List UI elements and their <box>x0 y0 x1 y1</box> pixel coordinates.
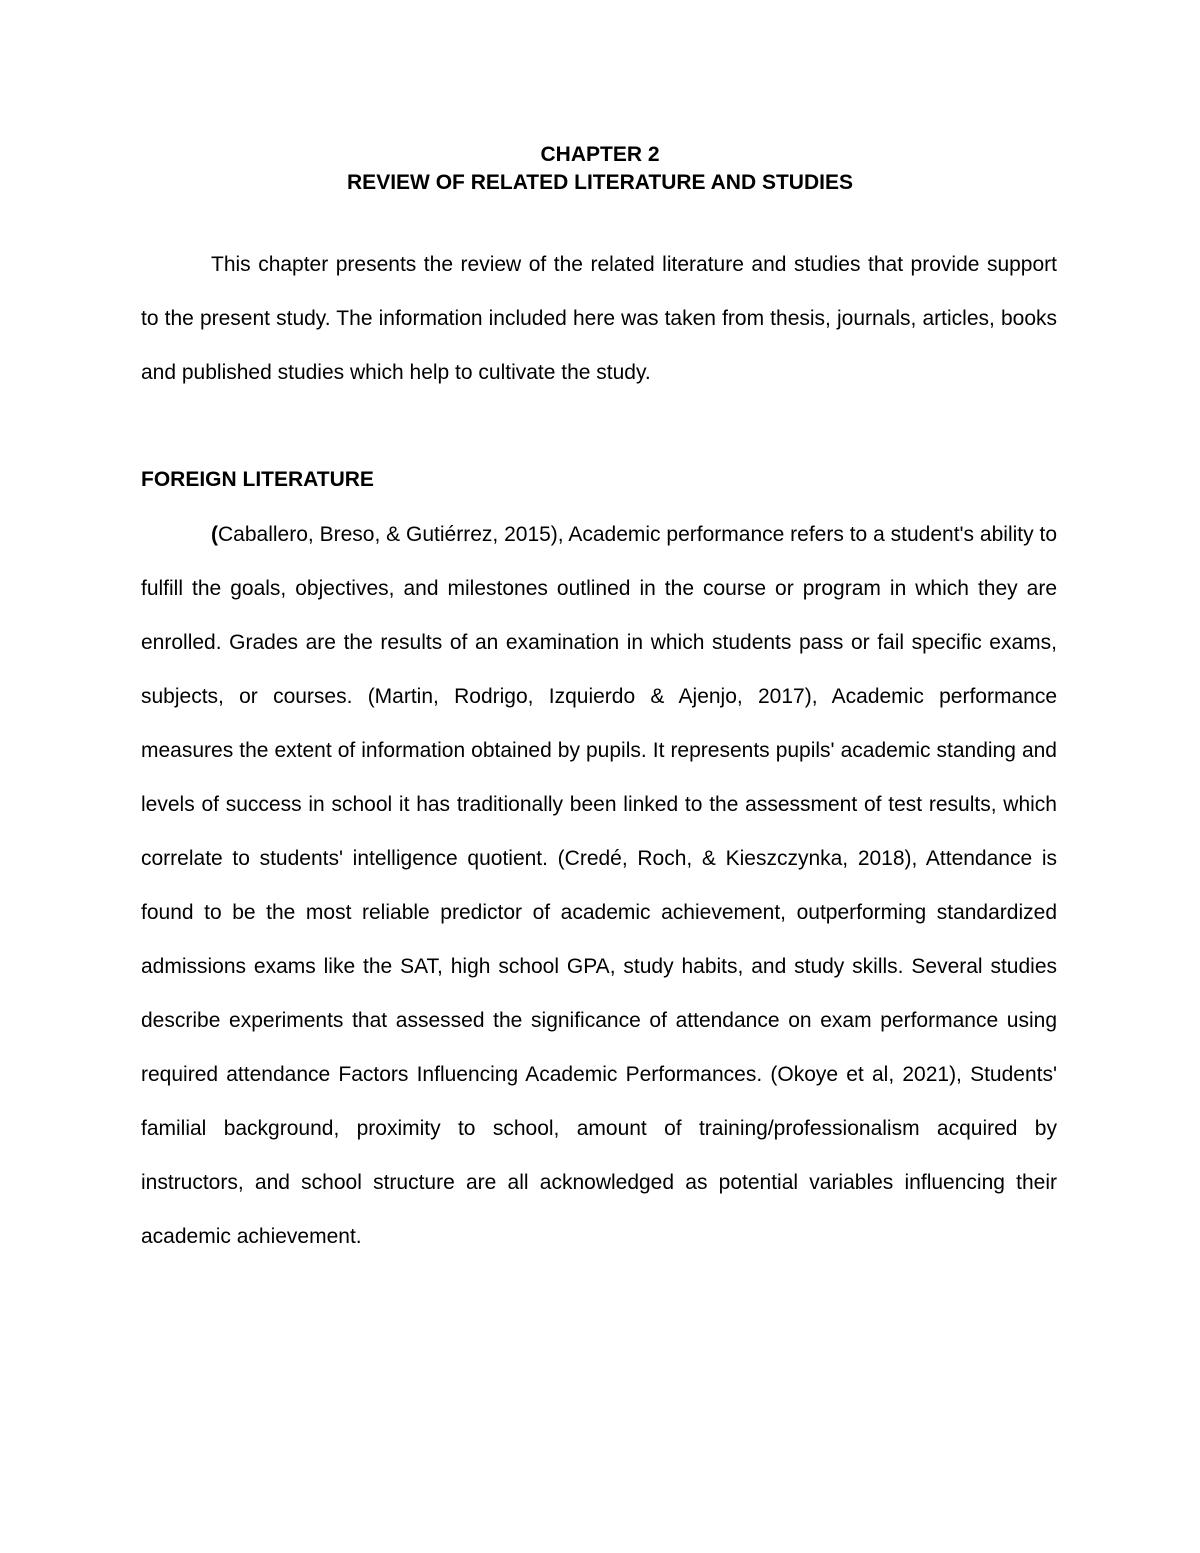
chapter-label: CHAPTER 2 <box>540 143 660 166</box>
section-heading-foreign-literature: FOREIGN LITERATURE <box>141 468 374 491</box>
intro-paragraph: This chapter presents the review of the related literature and studies that provide support to the present study. The information included here was taken from thesis, journals, articles, books and published studies which help to cultivate the study. <box>141 253 1057 384</box>
foreign-literature-paragraph <box>141 508 1057 1264</box>
open-parenthesis: ( <box>211 523 218 546</box>
chapter-title: REVIEW OF RELATED LITERATURE AND STUDIES <box>347 171 853 194</box>
foreign-literature-text: Caballero, Breso, & Gutiérrez, 2015), Academic performance refers to a student's ability to fulfill the goals, objectives, and milestones outlined in the course or program in which they are enrolled. Grades are the results of an examination in which students pass or fail specific exams, subjects, or courses. (Martin, Rodrigo, Izquierdo & Ajenjo, 2017), Academic performance measures the extent of information obtained by pupils. It represents pupils' academic standing and levels of success in school it has traditionally been linked to the assessment of test results, which correlate to students' intelligence quotient. (Credé, Roch, & Kieszczynka, 2018), Attendance is found to be the most reliable predictor of academic achievement, outperforming standardized admissions exams like the SAT, high school GPA, study habits, and study skills. Several studies describe experiments that assessed the significance of attendance on exam performance using required attendance Factors Influencing Academic Performances. (Okoye et al, 2021), Students' familial background, proximity to school, amount of training/professionalism acquired by instructors, and school structure are all acknowledged as potential variables influencing their academic achievement. <box>141 523 1057 1248</box>
chapter-header <box>0 141 1200 197</box>
